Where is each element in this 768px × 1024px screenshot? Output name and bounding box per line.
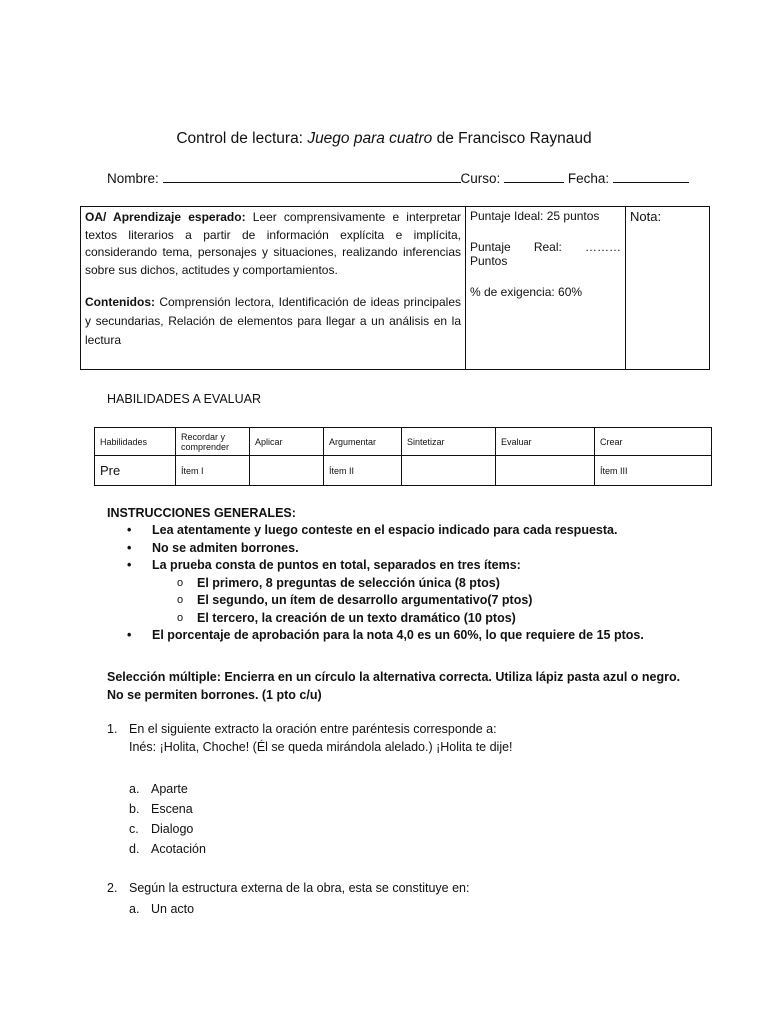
question-number: 1.: [107, 722, 118, 736]
row-cell: [496, 456, 595, 486]
header-cell: Crear: [595, 428, 712, 456]
contenidos-label: Contenidos:: [85, 295, 155, 309]
nombre-field[interactable]: [163, 170, 461, 183]
option-a[interactable]: a. Aparte: [129, 782, 188, 796]
header-cell: Sintetizar: [402, 428, 496, 456]
table-header-row: [95, 428, 712, 456]
puntaje-real: Puntaje Real: ………: [470, 240, 621, 254]
header-cell: Habilidades: [95, 428, 176, 456]
exigencia: % de exigencia: 60%: [470, 285, 583, 299]
list-item: • No se admiten borrones.: [127, 540, 687, 558]
seleccion-instructions: [107, 668, 707, 704]
nota-label: Nota:: [630, 209, 662, 224]
puntaje-ideal: Puntaje Ideal: 25 puntos: [470, 209, 600, 223]
nombre-label: Nombre:: [107, 171, 159, 186]
option-d[interactable]: d. Acotación: [129, 842, 206, 856]
sub-item: o El tercero, la creación de un texto dramático (10 ptos): [177, 610, 687, 628]
page-title: [0, 130, 768, 148]
objective-cell: [81, 207, 466, 370]
table-row: [95, 456, 712, 486]
header-cell: Aplicar: [250, 428, 324, 456]
option-b[interactable]: b. Escena: [129, 802, 193, 816]
list-item: • Lea atentamente y luego conteste en el espacio indicado para cada respuesta.: [127, 522, 687, 540]
habilidades-table: [94, 427, 712, 486]
question-text: En el siguiente extracto la oración entre paréntesis corresponde a:: [129, 722, 497, 736]
title-prefix: Control de lectura:: [176, 130, 308, 147]
question-2-options: [129, 899, 194, 919]
contenidos-value: Comprensión lectora, Identificación de ideas principales y secundarias, Relación de elementos para llegar a un análisis en la lectura: [85, 295, 461, 347]
row-cell: Ítem III: [595, 456, 712, 486]
row-cell: Pre: [95, 456, 176, 486]
seleccion-line-2: No se permiten borrones. (1 pto c/u): [107, 688, 322, 702]
seleccion-line-1: Selección múltiple: Encierra en un círculo la alternativa correcta. Utiliza lápiz pasta azul o negro.: [107, 670, 681, 684]
oa-label: OA/ Aprendizaje esperado:: [85, 210, 246, 224]
instrucciones-list: [127, 522, 687, 645]
oa-text: Leer comprensivamente e interpretar textos literarios a partir de información explícita e implícita, considerando tema, personajes y situaciones, realizando inferencias sobre sus dichos, actitudes y comportamientos.: [85, 210, 461, 277]
header-fields: [107, 170, 689, 186]
question-number: 2.: [107, 881, 118, 895]
row-cell: [250, 456, 324, 486]
header-cell: Argumentar: [324, 428, 402, 456]
header-cell: Evaluar: [496, 428, 595, 456]
question-2: [107, 879, 470, 897]
row-cell: [402, 456, 496, 486]
row-cell: Ítem II: [324, 456, 402, 486]
question-extract: Inés: ¡Holita, Choche! (Él se queda mirándola alelado.) ¡Holita te dije!: [129, 740, 513, 754]
curso-label: Curso:: [460, 171, 501, 186]
sub-item: o El segundo, un ítem de desarrollo argumentativo(7 ptos): [177, 592, 687, 610]
score-cell: [466, 207, 626, 370]
row-cell: Ítem I: [176, 456, 250, 486]
contenidos-text: [85, 293, 461, 350]
option-a[interactable]: a. Un acto: [129, 902, 195, 916]
option-c[interactable]: c. Dialogo: [129, 822, 194, 836]
curso-field[interactable]: [504, 170, 564, 183]
info-table: [80, 206, 710, 370]
habilidades-title: HABILIDADES A EVALUAR: [107, 392, 261, 406]
objective-text: [85, 209, 461, 279]
sub-list: [152, 575, 687, 628]
header-cell: Recordar y comprender: [176, 428, 250, 456]
fecha-field[interactable]: [613, 170, 689, 183]
question-1-options: [129, 779, 206, 859]
list-item-text: La prueba consta de puntos en total, separados en tres ítems:: [152, 558, 521, 572]
list-item: • El porcentaje de aprobación para la nota 4,0 es un 60%, lo que requiere de 15 ptos.: [127, 627, 687, 645]
instrucciones-title: INSTRUCCIONES GENERALES:: [107, 506, 296, 520]
question-text: Según la estructura externa de la obra, esta se constituye en:: [129, 881, 470, 895]
nota-cell: [626, 207, 710, 370]
puntaje-real-unit: Puntos: [470, 254, 508, 268]
sub-item: o El primero, 8 preguntas de selección única (8 ptos): [177, 575, 687, 593]
fecha-label: Fecha:: [567, 171, 610, 186]
question-1: [107, 720, 513, 756]
title-suffix: de Francisco Raynaud: [432, 130, 592, 147]
title-work: Juego para cuatro: [307, 130, 433, 147]
list-item: [127, 557, 687, 627]
